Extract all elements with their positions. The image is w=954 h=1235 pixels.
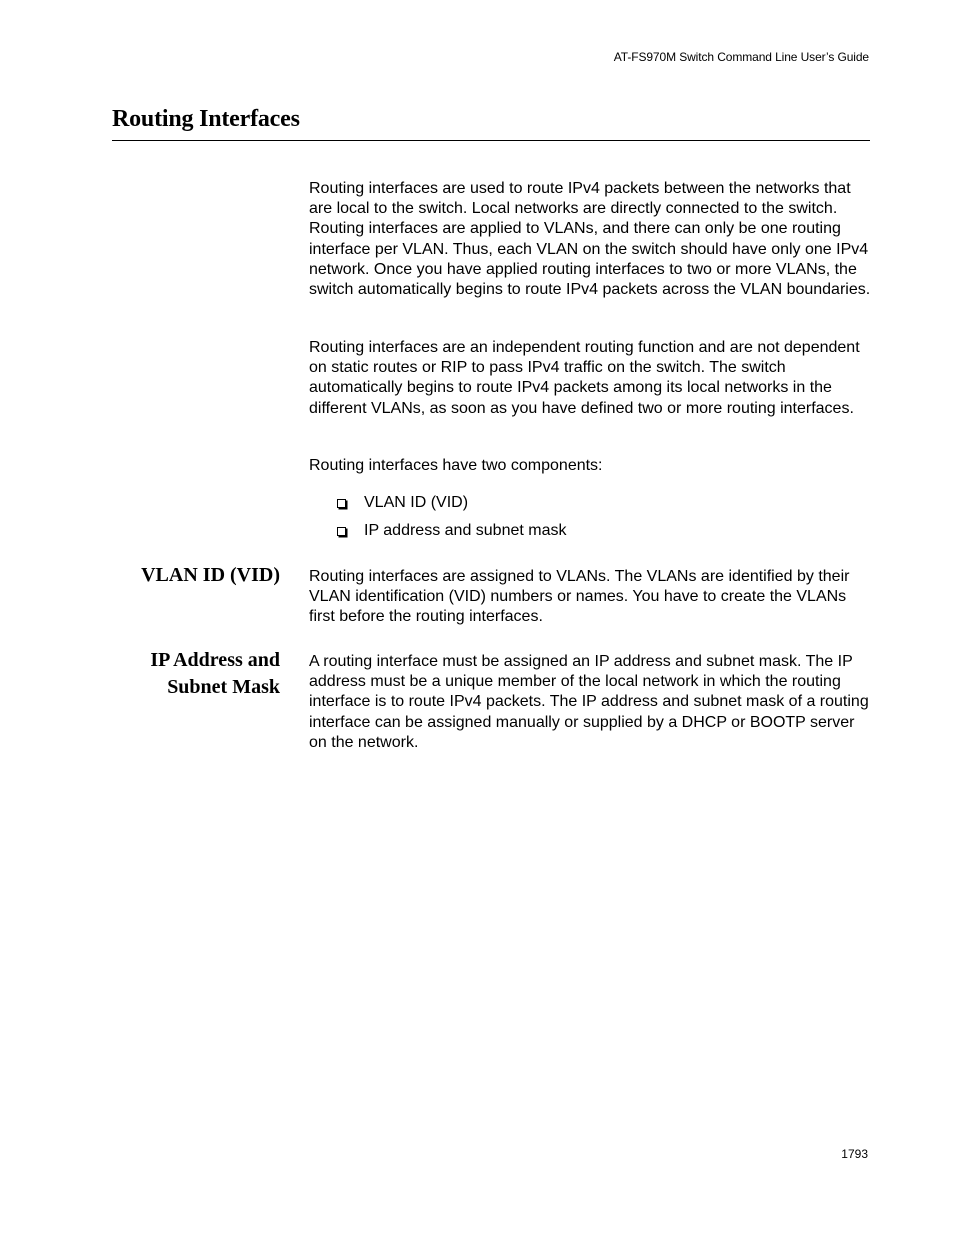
list-item-label: IP address and subnet mask: [364, 522, 567, 539]
section-heading-line: Subnet Mask: [167, 676, 280, 698]
page-title: Routing Interfaces: [112, 106, 300, 132]
section-heading-line: IP Address and: [150, 649, 280, 671]
intro-paragraph-1: Routing interfaces are used to route IPv4 packets between the networks that are local to the switch. Local networks are directly connected to the switch. Routing interfaces are applied to VLANs, and there can only be one routing interface per VLAN. Thus, each VLAN on the switch should have only one IPv4 network. Once you have applied routing interfaces to two or more VLANs, the switch automatically begins to route IPv4 packets across the VLAN boundaries.: [309, 180, 871, 299]
checkbox-bullet-icon: [337, 499, 346, 508]
section-heading-vlan-id: [141, 562, 280, 589]
running-header: AT-FS970M Switch Command Line User’s Guide: [613, 50, 869, 64]
section-ip-address-text: A routing interface must be assigned an IP address and subnet mask. The IP address must be a unique member of the local network in which the routing interface is to route IPv4 packets. The IP address and subnet mask of a routing interface can be assigned manually or supplied by a DHCP or BOOTP server on the network.: [309, 653, 869, 751]
intro-paragraph-2: Routing interfaces are an independent routing function and are not dependent on static routes or RIP to pass IPv4 traffic on the switch. The switch automatically begins to route IPv4 packets among its local networks in the different VLANs, as soon as you have defined two or more routing interfaces.: [309, 339, 860, 417]
intro-paragraph-3: Routing interfaces have two components:: [309, 457, 603, 474]
section-vlan-id-text: Routing interfaces are assigned to VLANs. The VLANs are identified by their VLAN identification (VID) numbers or names. You have to create the VLANs first before the routing interfaces.: [309, 568, 850, 626]
title-divider: [112, 140, 870, 141]
list-item-label: VLAN ID (VID): [364, 494, 469, 511]
section-heading-line: VLAN ID (VID): [141, 564, 280, 586]
list-item: [309, 521, 869, 549]
page-number: 1793: [841, 1147, 868, 1161]
components-list: [309, 493, 869, 549]
section-heading-ip-address: [150, 647, 280, 701]
checkbox-bullet-icon: [337, 527, 346, 536]
list-item: [309, 493, 869, 521]
